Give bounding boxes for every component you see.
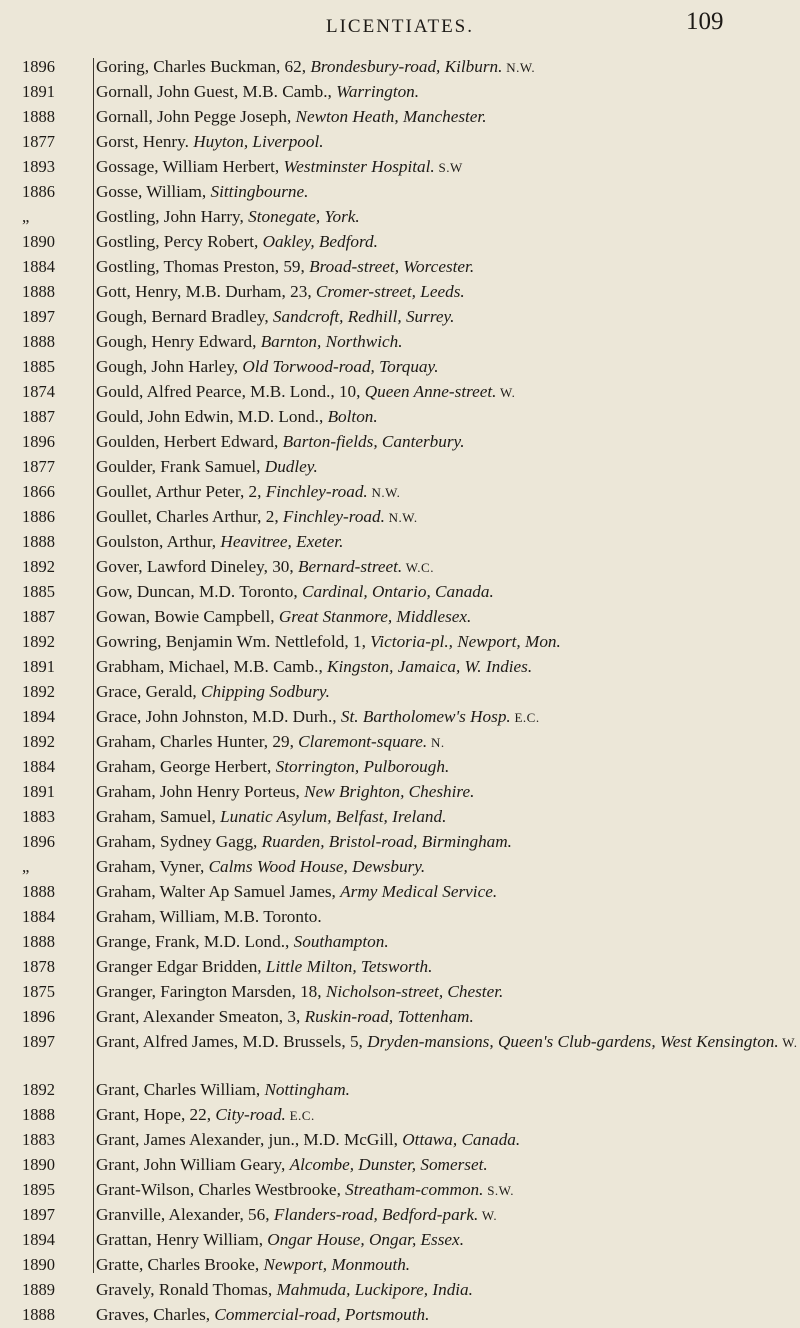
entry-name: Graham, Sydney Gagg, <box>96 832 262 851</box>
entry-district: S.W. <box>483 1183 515 1198</box>
entry-name: Gossage, William Herbert, <box>96 157 284 176</box>
entry-year: „ <box>22 857 30 876</box>
licentiates-list <box>0 55 800 1328</box>
entry-year: 1891 <box>22 657 55 676</box>
entry-year: 1888 <box>22 532 55 551</box>
entry-year: 1885 <box>22 582 55 601</box>
entry-year: 1894 <box>22 1230 55 1249</box>
entry-year: 1884 <box>22 757 55 776</box>
list-item <box>0 655 800 680</box>
entry-text <box>96 705 800 730</box>
list-item <box>0 1128 800 1153</box>
list-item <box>0 1303 800 1328</box>
entry-text <box>96 1278 800 1303</box>
list-item <box>0 755 800 780</box>
list-item <box>0 1078 800 1103</box>
entry-district: E.C. <box>285 1108 315 1123</box>
entry-text <box>96 580 800 605</box>
entry-name: Grace, John Johnston, M.D. Durh., <box>96 707 341 726</box>
entry-name: Graham, George Herbert, <box>96 757 276 776</box>
entry-address: Calms Wood House, Dewsbury. <box>208 857 426 876</box>
entry-name: Graham, William, M.B. Toronto. <box>96 907 322 926</box>
entry-address: St. Bartholomew's Hosp. <box>340 707 511 726</box>
entry-year: 1890 <box>22 232 55 251</box>
entry-text <box>96 555 800 580</box>
entry-name: Granger Edgar Bridden, <box>96 957 266 976</box>
entry-text <box>96 130 800 155</box>
list-item <box>0 805 800 830</box>
entry-district: W. <box>778 1035 798 1050</box>
entry-name: Gough, John Harley, <box>96 357 243 376</box>
entry-year: 1893 <box>22 157 55 176</box>
entry-year: 1875 <box>22 982 55 1001</box>
entry-text <box>96 230 800 255</box>
entry-text <box>96 1303 800 1328</box>
entry-text <box>96 1253 800 1278</box>
entry-name: Grant-Wilson, Charles Westbrooke, <box>96 1180 346 1199</box>
entry-year: 1866 <box>22 482 55 501</box>
entry-year: 1894 <box>22 707 55 726</box>
entry-year: 1888 <box>22 1105 55 1124</box>
entry-name: Goullet, Charles Arthur, 2, <box>96 507 283 526</box>
list-item <box>0 555 800 580</box>
list-item <box>0 305 800 330</box>
list-item <box>0 205 800 230</box>
entry-name: Gratte, Charles Brooke, <box>96 1255 264 1274</box>
entry-address: Brondesbury-road, Kilburn. <box>310 57 503 76</box>
entry-address: Newton Heath, Manchester. <box>295 107 487 126</box>
list-item <box>0 780 800 805</box>
entry-name: Grange, Frank, M.D. Lond., <box>96 932 294 951</box>
entry-year: 1897 <box>22 307 55 326</box>
entry-year: 1895 <box>22 1180 55 1199</box>
entry-address: Alcombe, Dunster, Somerset. <box>289 1155 488 1174</box>
entry-address: Finchley-road. <box>265 482 368 501</box>
entry-year: 1883 <box>22 1130 55 1149</box>
entry-text <box>96 1128 800 1153</box>
entry-district: N.W. <box>384 510 418 525</box>
entry-year: 1886 <box>22 182 55 201</box>
list-item <box>0 355 800 380</box>
entry-district: S.W <box>434 160 463 175</box>
entry-name: Grattan, Henry William, <box>96 1230 268 1249</box>
entry-text <box>96 405 800 430</box>
entry-text <box>96 1103 800 1128</box>
entry-address: Nicholson-street, Chester. <box>325 982 504 1001</box>
entry-address: Ruarden, Bristol-road, Birmingham. <box>261 832 512 851</box>
list-item <box>0 1153 800 1178</box>
list-item <box>0 1103 800 1128</box>
entry-text <box>96 780 800 805</box>
entry-year: 1892 <box>22 1080 55 1099</box>
entry-year: 1888 <box>22 1305 55 1324</box>
list-item <box>0 480 800 505</box>
entry-address: Little Milton, Tetsworth. <box>265 957 433 976</box>
entry-year: 1890 <box>22 1255 55 1274</box>
page-number: 109 <box>686 8 724 35</box>
entry-year: 1877 <box>22 132 55 151</box>
list-item <box>0 105 800 130</box>
entry-address: New Brighton, Cheshire. <box>304 782 475 801</box>
entry-name: Grant, Charles William, <box>96 1080 265 1099</box>
entry-district: E.C. <box>510 710 540 725</box>
list-item <box>0 930 800 955</box>
entry-name: Graves, Charles, <box>96 1305 215 1324</box>
entry-text <box>96 180 800 205</box>
entry-name: Granville, Alexander, 56, <box>96 1205 274 1224</box>
entry-name: Grant, James Alexander, jun., M.D. McGill, <box>96 1130 403 1149</box>
list-item <box>0 330 800 355</box>
entry-name: Gowring, Benjamin Wm. Nettlefold, 1, <box>96 632 371 651</box>
entry-text <box>96 155 800 180</box>
list-item <box>0 530 800 555</box>
entry-address: Finchley-road. <box>282 507 385 526</box>
entry-name: Gornall, John Guest, M.B. Camb., <box>96 82 337 101</box>
list-item <box>0 830 800 855</box>
entry-address: Cardinal, Ontario, Canada. <box>301 582 494 601</box>
entry-year: 1896 <box>22 57 55 76</box>
entry-address: Oakley, Bedford. <box>262 232 378 251</box>
entry-year: 1897 <box>22 1205 55 1224</box>
entry-name: Gould, John Edwin, M.D. Lond., <box>96 407 328 426</box>
entry-address: Sandcroft, Redhill, Surrey. <box>272 307 455 326</box>
entry-text <box>96 280 800 305</box>
entry-name: Graham, Walter Ap Samuel James, <box>96 882 341 901</box>
entry-name: Grant, Alfred James, M.D. Brussels, 5, <box>96 1032 368 1051</box>
list-item <box>0 630 800 655</box>
list-item <box>0 430 800 455</box>
entry-text <box>96 655 800 680</box>
entry-address: Streatham-common. <box>345 1180 484 1199</box>
entry-address: Warrington. <box>336 82 420 101</box>
entry-name: Gorst, Henry. <box>96 132 194 151</box>
entry-text <box>96 255 800 280</box>
entry-year: 1892 <box>22 682 55 701</box>
entry-text <box>96 355 800 380</box>
entry-name: Gravely, Ronald Thomas, <box>96 1280 277 1299</box>
entry-address: Chipping Sodbury. <box>200 682 330 701</box>
entry-address: Queen Anne-street. <box>364 382 497 401</box>
list-item <box>0 730 800 755</box>
entry-address: Mahmuda, Luckipore, India. <box>276 1280 473 1299</box>
entry-text <box>96 905 800 930</box>
entry-text <box>96 330 800 355</box>
entry-year: 1885 <box>22 357 55 376</box>
list-item <box>0 1253 800 1278</box>
entry-name: Graham, Vyner, <box>96 857 209 876</box>
entry-year: 1891 <box>22 82 55 101</box>
entry-address: Flanders-road, Bedford-park. <box>273 1205 479 1224</box>
entry-address: Great Stanmore, Middlesex. <box>278 607 472 626</box>
entry-text <box>96 305 800 330</box>
entry-text <box>96 430 800 455</box>
entry-district: N.W. <box>367 485 401 500</box>
list-item <box>0 155 800 180</box>
entry-address: Storrington, Pulborough. <box>275 757 450 776</box>
entry-address: Bernard-street. <box>298 557 403 576</box>
entry-text <box>96 605 800 630</box>
entry-name: Grace, Gerald, <box>96 682 201 701</box>
entry-text <box>96 980 800 1005</box>
entry-text <box>96 380 800 405</box>
entry-address: Nottingham. <box>264 1080 350 1099</box>
list-item <box>0 130 800 155</box>
entry-text <box>96 55 800 80</box>
entry-address: Army Medical Service. <box>340 882 498 901</box>
list-item <box>0 1278 800 1303</box>
entry-name: Goulston, Arthur, <box>96 532 221 551</box>
entry-address: Heavitree, Exeter. <box>220 532 344 551</box>
entry-address: Cromer-street, Leeds. <box>315 282 465 301</box>
entry-text <box>96 755 800 780</box>
list-item <box>0 580 800 605</box>
entry-name: Gough, Bernard Bradley, <box>96 307 273 326</box>
entry-year: 1891 <box>22 782 55 801</box>
entry-name: Graham, Charles Hunter, 29, <box>96 732 299 751</box>
entry-year: 1888 <box>22 932 55 951</box>
entry-text <box>96 105 800 130</box>
entry-name: Gow, Duncan, M.D. Toronto, <box>96 582 302 601</box>
entry-name: Grant, Hope, 22, <box>96 1105 216 1124</box>
entry-text <box>96 455 800 480</box>
entry-name: Grant, John William Geary, <box>96 1155 290 1174</box>
entry-text <box>96 1153 800 1178</box>
entry-name: Graham, Samuel, <box>96 807 221 826</box>
entry-name: Gornall, John Pegge Joseph, <box>96 107 296 126</box>
entry-text <box>96 1005 800 1030</box>
list-item <box>0 455 800 480</box>
list-item <box>0 380 800 405</box>
list-item <box>0 255 800 280</box>
entry-text <box>96 630 800 655</box>
entry-text <box>96 805 800 830</box>
page-header <box>0 6 800 46</box>
list-item <box>0 405 800 430</box>
entry-address: Lunatic Asylum, Belfast, Ireland. <box>220 807 447 826</box>
entry-year: 1888 <box>22 882 55 901</box>
entry-name: Goulden, Herbert Edward, <box>96 432 283 451</box>
entry-address: Bolton. <box>327 407 378 426</box>
entry-address: Huyton, Liverpool. <box>193 132 324 151</box>
list-item <box>0 1030 800 1078</box>
entry-address: Dryden-mansions, Queen's Club-gardens, West Kensington. <box>367 1032 779 1051</box>
entry-text <box>96 1078 800 1103</box>
entry-text <box>96 205 800 230</box>
entry-address: Westminster Hospital. <box>283 157 435 176</box>
entry-name: Gover, Lawford Dineley, 30, <box>96 557 298 576</box>
entry-year: 1888 <box>22 332 55 351</box>
entry-address: Stonegate, York. <box>248 207 360 226</box>
entry-district: W. <box>496 385 516 400</box>
entry-year: 1886 <box>22 507 55 526</box>
entry-year: 1892 <box>22 557 55 576</box>
list-item <box>0 55 800 80</box>
entry-address: Dudley. <box>264 457 318 476</box>
entry-text <box>96 680 800 705</box>
list-item <box>0 955 800 980</box>
entry-address: Ongar House, Ongar, Essex. <box>267 1230 464 1249</box>
entry-name: Gowan, Bowie Campbell, <box>96 607 279 626</box>
list-item <box>0 1203 800 1228</box>
entry-text <box>96 855 800 880</box>
entry-text <box>96 730 800 755</box>
entry-year: 1878 <box>22 957 55 976</box>
list-item <box>0 705 800 730</box>
list-item <box>0 230 800 255</box>
list-item <box>0 980 800 1005</box>
entry-name: Gough, Henry Edward, <box>96 332 261 351</box>
entry-text <box>96 480 800 505</box>
entry-year: 1874 <box>22 382 55 401</box>
list-item <box>0 1005 800 1030</box>
entry-district: N. <box>427 735 445 750</box>
entry-year: 1892 <box>22 732 55 751</box>
entry-address: Claremont-square. <box>298 732 428 751</box>
entry-address: Ottawa, Canada. <box>402 1130 521 1149</box>
entry-text <box>96 1228 800 1253</box>
entry-year: 1883 <box>22 807 55 826</box>
list-item <box>0 180 800 205</box>
entry-year: 1887 <box>22 407 55 426</box>
entry-address: City-road. <box>215 1105 286 1124</box>
list-item <box>0 605 800 630</box>
list-item <box>0 80 800 105</box>
entry-year: 1896 <box>22 832 55 851</box>
list-item <box>0 1228 800 1253</box>
entry-name: Gosse, William, <box>96 182 211 201</box>
entry-text <box>96 880 800 905</box>
entry-address: Kingston, Jamaica, W. Indies. <box>327 657 533 676</box>
list-item <box>0 280 800 305</box>
entry-year: 1887 <box>22 607 55 626</box>
entry-address: Victoria-pl., Newport, Mon. <box>370 632 561 651</box>
entry-name: Gould, Alfred Pearce, M.B. Lond., 10, <box>96 382 365 401</box>
entry-address: Newport, Monmouth. <box>263 1255 411 1274</box>
entry-text <box>96 530 800 555</box>
list-item <box>0 680 800 705</box>
entry-district: W. <box>478 1208 498 1223</box>
entry-year: 1884 <box>22 257 55 276</box>
entry-name: Gostling, John Harry, <box>96 207 249 226</box>
list-item <box>0 1178 800 1203</box>
list-item <box>0 880 800 905</box>
entry-name: Gostling, Thomas Preston, 59, <box>96 257 310 276</box>
entry-address: Barnton, Northwich. <box>260 332 403 351</box>
list-item <box>0 905 800 930</box>
entry-address: Barton-fields, Canterbury. <box>282 432 465 451</box>
entry-year: 1896 <box>22 1007 55 1026</box>
entry-year: 1877 <box>22 457 55 476</box>
entry-text <box>96 930 800 955</box>
entry-text <box>96 1178 800 1203</box>
entry-name: Graham, John Henry Porteus, <box>96 782 305 801</box>
entry-year: 1890 <box>22 1155 55 1174</box>
entry-year: 1896 <box>22 432 55 451</box>
entry-name: Goulder, Frank Samuel, <box>96 457 265 476</box>
entry-year: 1884 <box>22 907 55 926</box>
entry-name: Granger, Farington Marsden, 18, <box>96 982 326 1001</box>
entry-name: Gostling, Percy Robert, <box>96 232 263 251</box>
entry-year: 1888 <box>22 107 55 126</box>
entry-address: Sittingbourne. <box>210 182 309 201</box>
entry-district: W.C. <box>402 560 434 575</box>
entry-text <box>96 830 800 855</box>
entry-name: Gott, Henry, M.B. Durham, 23, <box>96 282 316 301</box>
entry-name: Grabham, Michael, M.B. Camb., <box>96 657 328 676</box>
entry-year: 1897 <box>22 1032 55 1051</box>
entry-address: Southampton. <box>293 932 389 951</box>
list-item <box>0 855 800 880</box>
entry-address: Commercial-road, Portsmouth. <box>214 1305 430 1324</box>
entry-text <box>96 80 800 105</box>
entry-name: Grant, Alexander Smeaton, 3, <box>96 1007 305 1026</box>
list-item <box>0 505 800 530</box>
entry-name: Goring, Charles Buckman, 62, <box>96 57 311 76</box>
entry-year: „ <box>22 207 30 226</box>
running-title: LICENTIATES. <box>325 16 474 37</box>
entry-address: Old Torwood-road, Torquay. <box>242 357 439 376</box>
entry-text <box>96 1030 800 1055</box>
entry-name: Goullet, Arthur Peter, 2, <box>96 482 266 501</box>
entry-district: N.W. <box>502 60 536 75</box>
entry-year: 1888 <box>22 282 55 301</box>
entry-year: 1889 <box>22 1280 55 1299</box>
entry-address: Broad-street, Worcester. <box>309 257 475 276</box>
entry-address: Ruskin-road, Tottenham. <box>304 1007 474 1026</box>
entry-text <box>96 955 800 980</box>
entry-text <box>96 1203 800 1228</box>
entry-text <box>96 505 800 530</box>
entry-year: 1892 <box>22 632 55 651</box>
